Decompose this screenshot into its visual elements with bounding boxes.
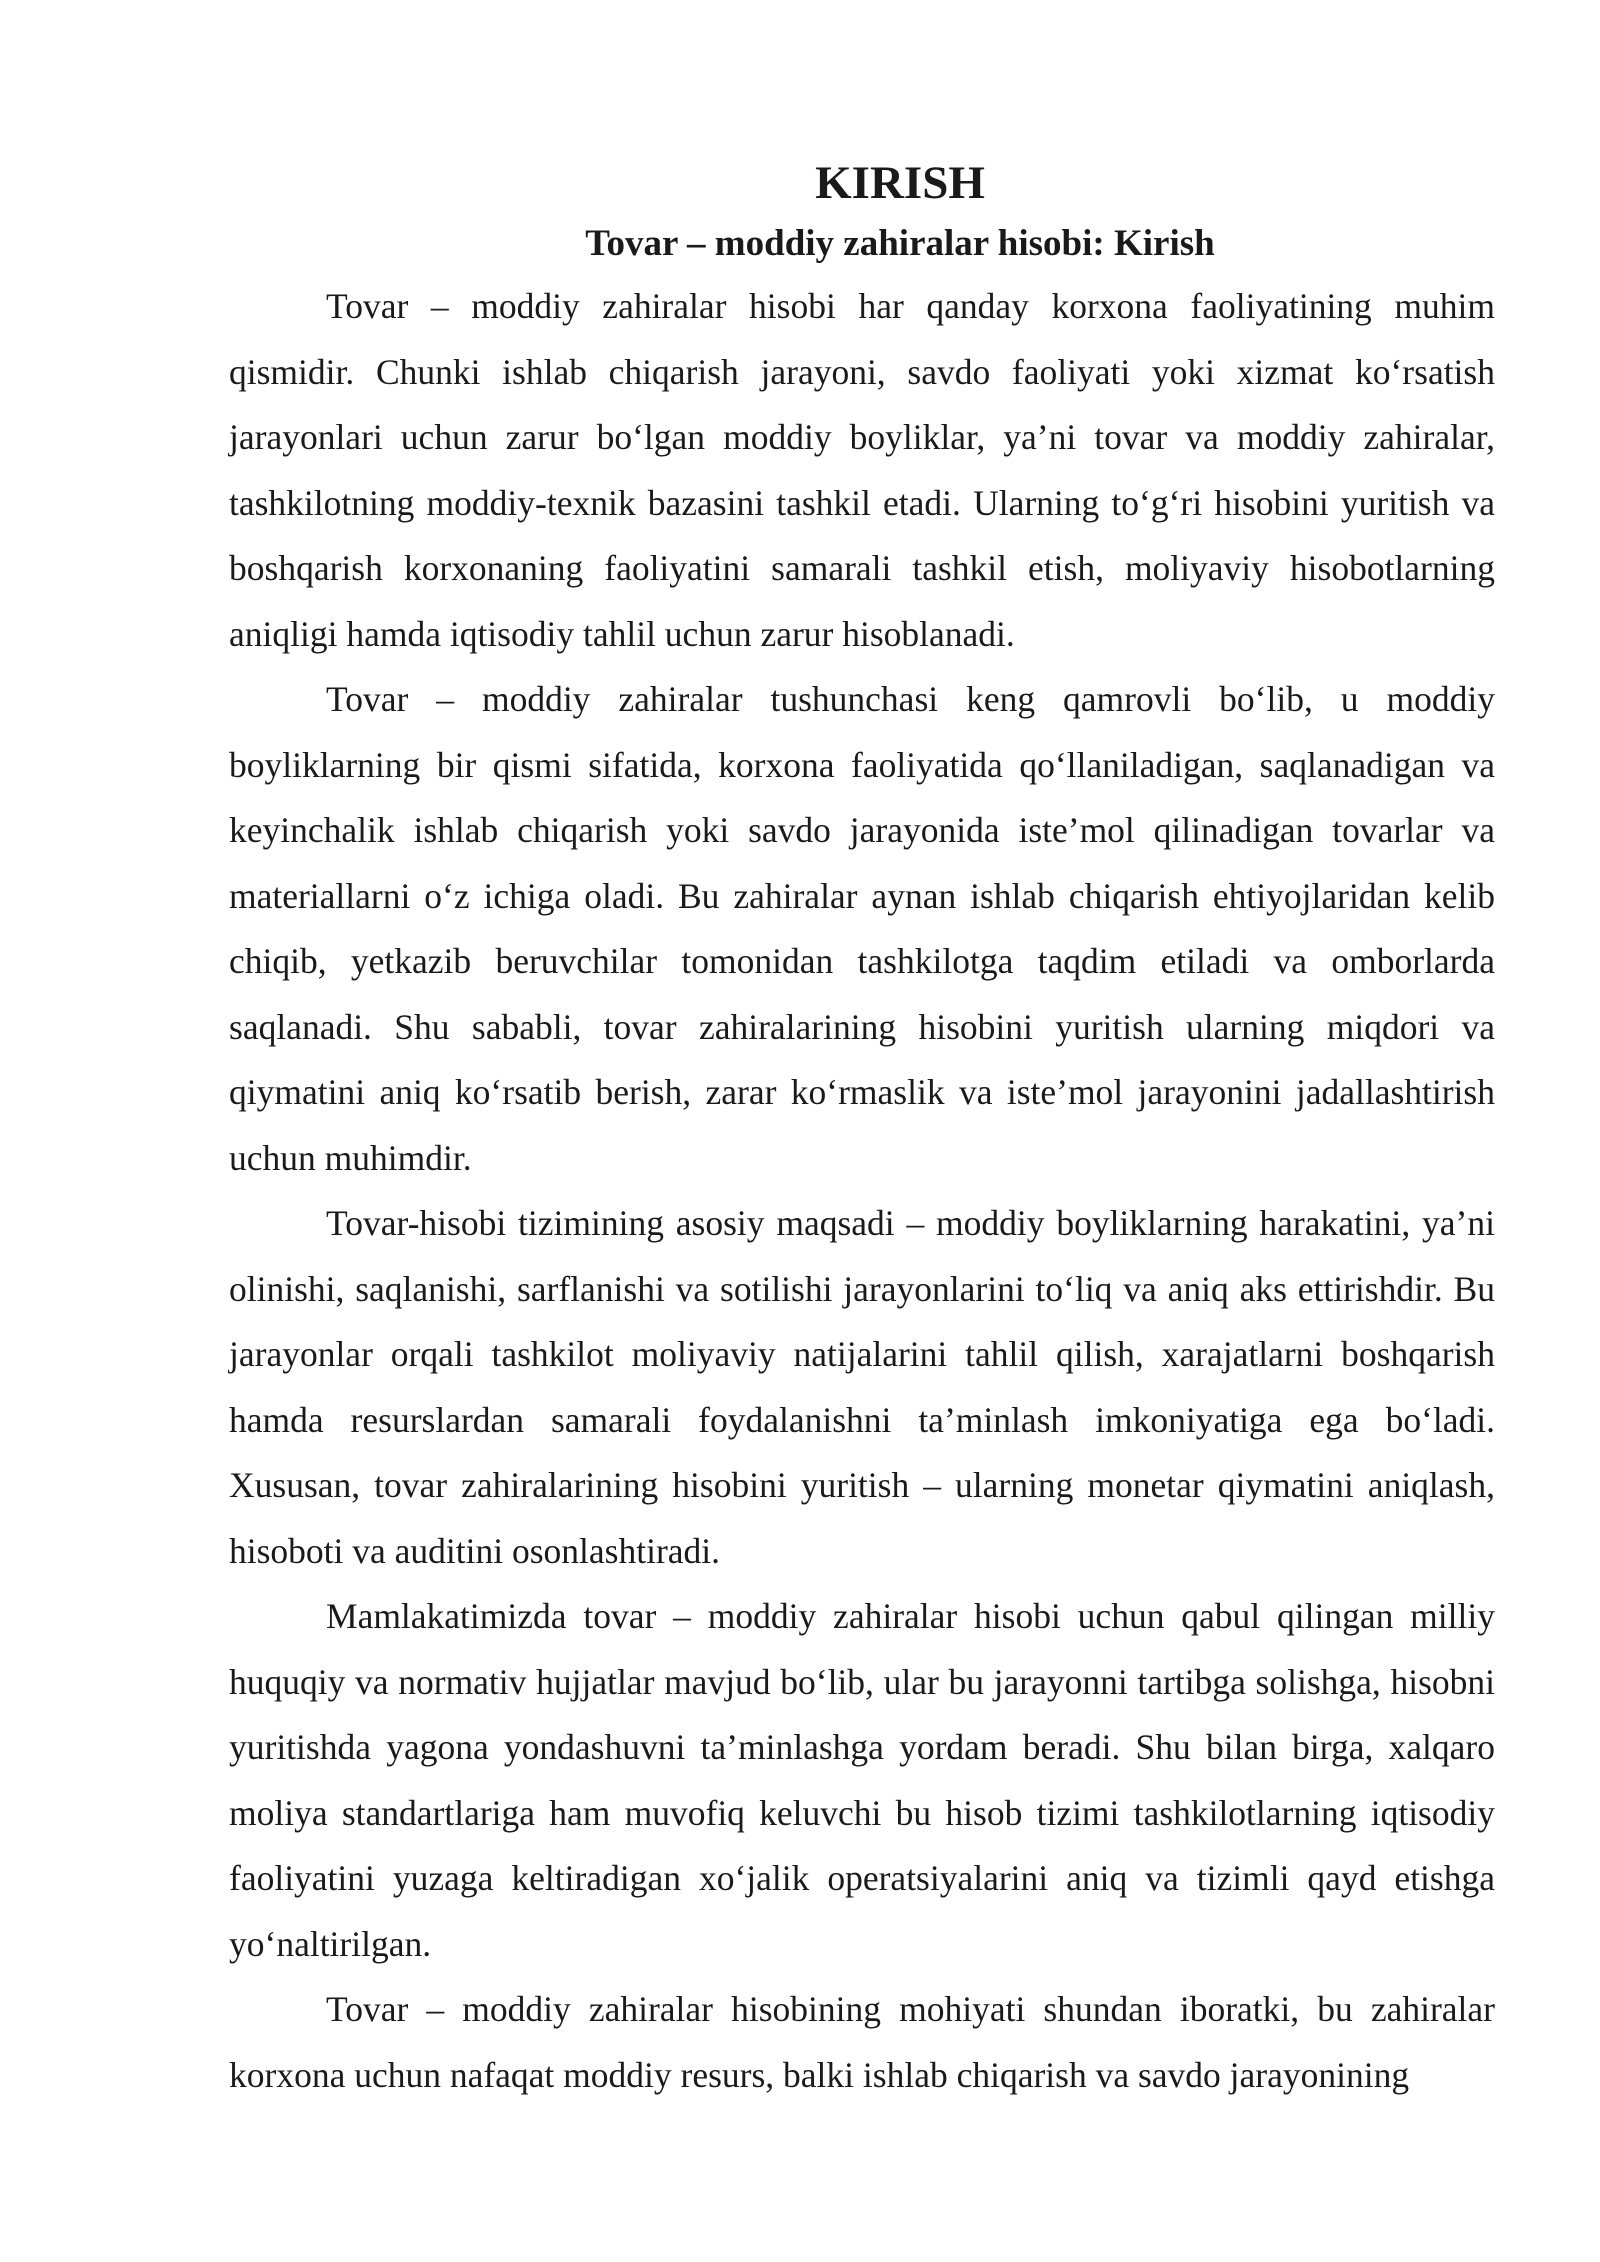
paragraph-1: Tovar – moddiy zahiralar hisobi har qanday korxona faoliyatining muhim qismidir. Chunki ishlab chiqarish jarayoni, savdo faoliyati yoki xizmat ko‘rsatish jarayonlari uchun zarur bo‘lgan moddiy boyliklar, ya’ni tovar va moddiy zahiralar, tashkilotning moddiy-texnik bazasini tashkil etadi. Ularning to‘g‘ri hisobini yuritish va boshqarish korxonaning faoliyatini samarali tashkil etish, moliyaviy hisobotlarning aniqligi hamda iqtisodiy tahlil uchun zarur hisoblanadi. [229, 286, 1495, 654]
page-title: KIRISH [815, 157, 985, 209]
section-subtitle: Tovar – moddiy zahiralar hisobi: Kirish [585, 223, 1215, 264]
document-page [229, 150, 1495, 2108]
paragraph-4: Mamlakatimizda tovar – moddiy zahiralar hisobi uchun qabul qilingan milliy huquqiy va normativ hujjatlar mavjud bo‘lib, ular bu jarayonni tartibga solishga, hisobni yuritishda yagona yondashuvni ta’minlashga yordam beradi. Shu bilan birga, xalqaro moliya standartlariga ham muvofiq keluvchi bu hisob tizimi tashkilotlarning iqtisodiy faoliyatini yuzaga keltiradigan xo‘jalik operatsiyalarini aniq va tizimli qayd etishga yo‘naltirilgan. [229, 1596, 1495, 1964]
paragraph-2: Tovar – moddiy zahiralar tushunchasi keng qamrovli bo‘lib, u moddiy boyliklarning bir qismi sifatida, korxona faoliyatida qo‘llaniladigan, saqlanadigan va keyinchalik ishlab chiqarish yoki savdo jarayonida iste’mol qilinadigan tovarlar va materiallarni o‘z ichiga oladi. Bu zahiralar aynan ishlab chiqarish ehtiyojlaridan kelib chiqib, yetkazib beruvchilar tomonidan tashkilotga taqdim etiladi va omborlarda saqlanadi. Shu sababli, tovar zahiralarining hisobini yuritish ularning miqdori va qiymatini aniq ko‘rsatib berish, zarar ko‘rmaslik va iste’mol jarayonini jadallashtirish uchun muhimdir. [229, 679, 1495, 1178]
paragraph-3: Tovar-hisobi tizimining asosiy maqsadi – moddiy boyliklarning harakatini, ya’ni olinishi, saqlanishi, sarflanishi va sotilishi jarayonlarini to‘liq va aniq aks ettirishdir. Bu jarayonlar orqali tashkilot moliyaviy natijalarini tahlil qilish, xarajatlarni boshqarish hamda resurslardan samarali foydalanishni ta’minlash imkoniyatiga ega bo‘ladi. Xususan, tovar zahiralarining hisobini yuritish – ularning monetar qiymatini aniqlash, hisoboti va auditini osonlashtiradi. [229, 1203, 1495, 1571]
paragraph-5: Tovar – moddiy zahiralar hisobining mohiyati shundan iboratki, bu zahiralar korxona uchun nafaqat moddiy resurs, balki ishlab chiqarish va savdo jarayonining [229, 1989, 1495, 2095]
